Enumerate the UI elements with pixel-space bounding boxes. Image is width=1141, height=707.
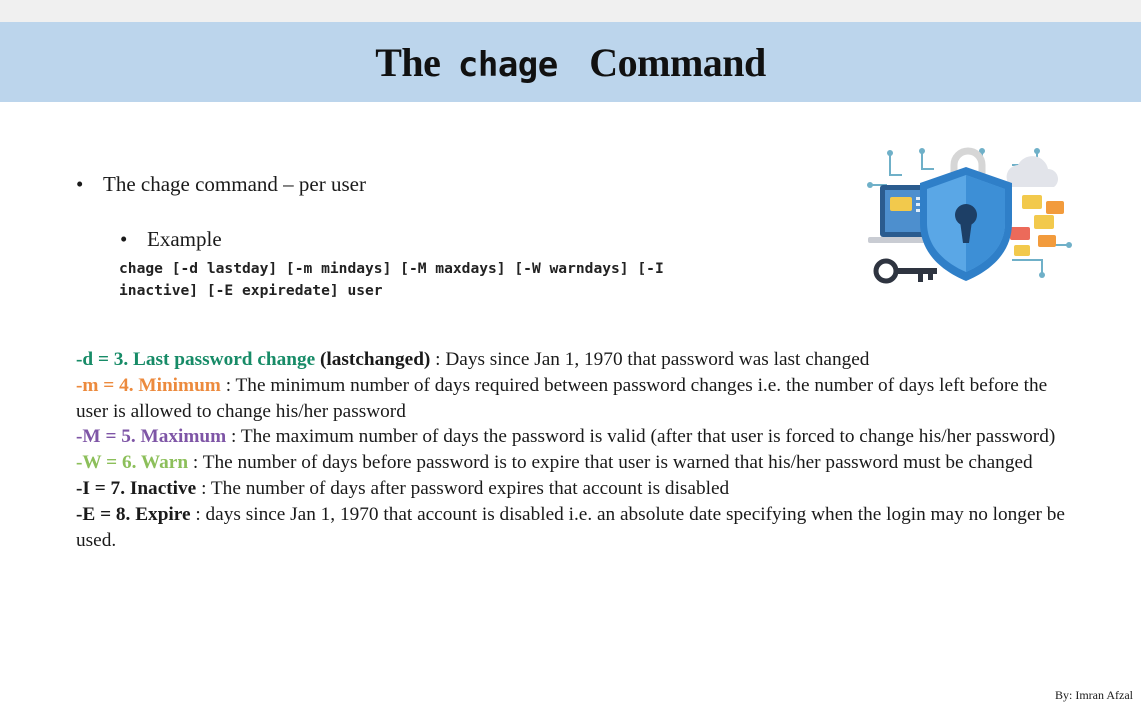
author-credit: By: Imran Afzal bbox=[1055, 688, 1133, 702]
title-prefix: The bbox=[375, 39, 441, 85]
bullet-example-text: Example bbox=[147, 227, 222, 251]
definition-d bbox=[76, 347, 1076, 373]
bullet-main bbox=[76, 172, 366, 197]
definition-desc: : days since Jan 1, 1970 that account is disabled i.e. an absolute date specifying when the login may no longer be used. bbox=[76, 503, 1065, 551]
definition-desc: : Days since Jan 1, 1970 that password was last changed bbox=[430, 349, 870, 370]
definition-I bbox=[76, 476, 1076, 502]
bullet-dot-icon: • bbox=[76, 172, 84, 196]
title-suffix: Command bbox=[589, 39, 766, 85]
definition-W bbox=[76, 450, 1076, 476]
bullet-main-text: The chage command – per user bbox=[103, 172, 366, 196]
definition-term: -E = 8. Expire bbox=[76, 503, 191, 525]
bullet-example bbox=[120, 227, 222, 252]
title-band bbox=[0, 22, 1141, 102]
definition-term-extra: (lastchanged) bbox=[315, 349, 431, 370]
code-block bbox=[119, 258, 779, 302]
definition-term: -d = 3. Last password change bbox=[76, 349, 316, 370]
definitions-list bbox=[76, 347, 1076, 553]
definition-term: -W = 6. Warn bbox=[76, 452, 189, 474]
code-line-1: chage [-d lastday] [-m mindays] [-M maxdays] [-W warndays] [-I bbox=[119, 260, 664, 277]
slide-title bbox=[375, 39, 766, 86]
security-shield-icon bbox=[862, 145, 1082, 290]
definition-desc: : The maximum number of days the password is valid (after that user is forced to change his/her password) bbox=[226, 426, 1056, 448]
definition-desc: : The number of days before password is to expire that user is warned that his/her password must be changed bbox=[188, 452, 1033, 474]
definition-desc: : The minimum number of days required between password changes i.e. the number of days left before the user is allowed to change his/her password bbox=[76, 374, 1048, 422]
definition-m bbox=[76, 373, 1076, 425]
code-line-2: inactive] [-E expiredate] user bbox=[119, 282, 383, 299]
definition-desc: : The number of days after password expires that account is disabled bbox=[196, 477, 730, 499]
top-strip bbox=[0, 0, 1141, 22]
security-illustration-icon bbox=[862, 145, 1082, 290]
definition-term: -I = 7. Inactive bbox=[76, 477, 197, 499]
definition-term: -m = 4. Minimum bbox=[76, 374, 221, 396]
bullet-dot-icon: • bbox=[120, 227, 128, 251]
definition-E bbox=[76, 502, 1076, 554]
definition-term: -M = 5. Maximum bbox=[76, 426, 227, 448]
definition-M bbox=[76, 424, 1076, 450]
title-command: chage bbox=[457, 44, 558, 85]
